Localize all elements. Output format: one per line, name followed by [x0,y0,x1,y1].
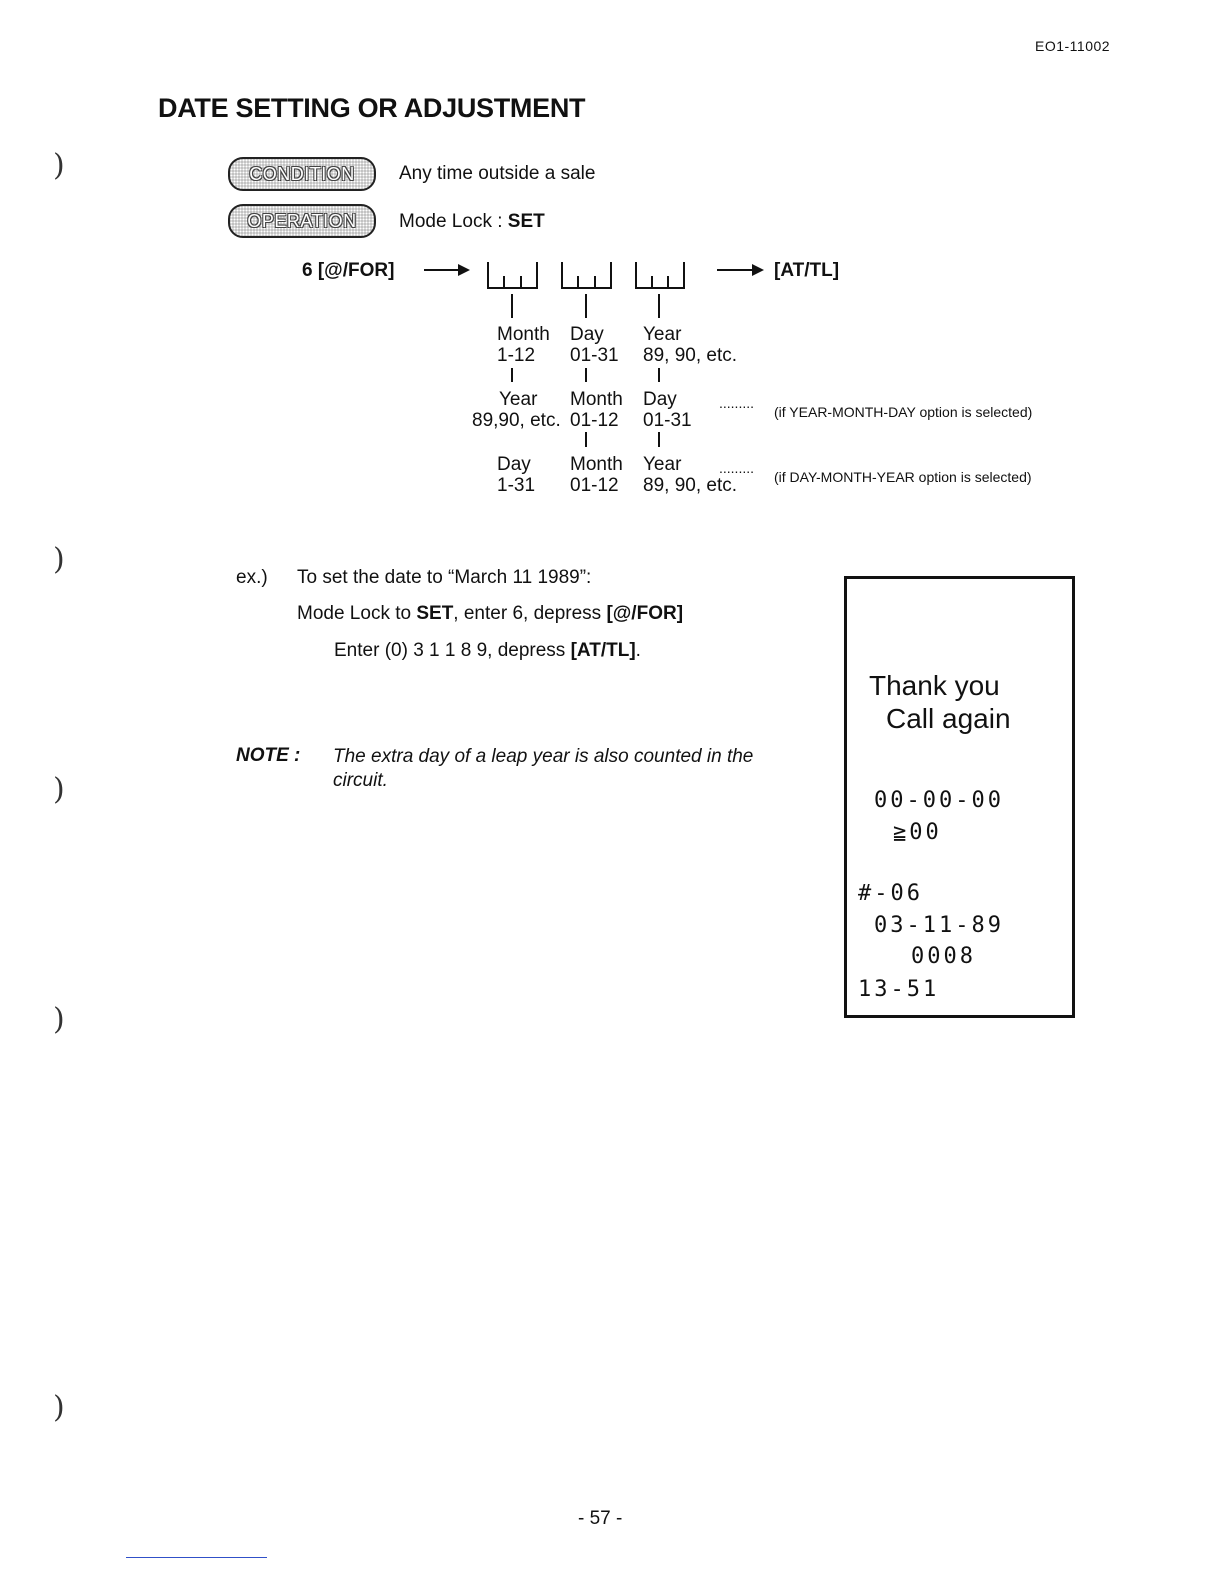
receipt-initial-date: 00-00-00 [874,788,1004,813]
footer-rule [126,1557,267,1558]
field-range: 1-31 [497,475,536,496]
page-title: DATE SETTING OR ADJUSTMENT [158,93,586,123]
field-range: 89, 90, etc. [643,345,738,366]
receipt-date: 03-11-89 [874,913,1004,938]
ymd-option-note: (if YEAR-MONTH-DAY option is selected) [774,404,1033,420]
digit-box [488,262,537,288]
receipt-consecutive-number: #-06 [858,881,923,906]
digit-box [562,262,611,288]
field-label: Month [497,324,550,345]
field-label: Year [643,454,682,475]
field-label: Day [497,454,531,475]
document-number: EO1-11002 [1035,38,1111,54]
field-range: 89,90, etc. [472,410,561,431]
example-line-1: To set the date to “March 11 1989”: [297,567,592,588]
condition-text: Any time outside a sale [399,163,596,184]
operation-text-prefix: Mode Lock : [399,211,503,232]
operation-badge: OPERATION [228,204,376,238]
page-number: - 57 - [578,1508,623,1529]
example-line-3: Enter (0) 3 1 1 8 9, depress [AT/TL]. [334,640,641,661]
receipt-count: 0008 [911,944,976,969]
receipt-call-again: Call again [886,703,1011,734]
arrow-head [752,264,764,276]
field-label: Year [499,389,538,410]
field-range: 1-12 [497,345,536,366]
margin-mark: ) [53,1002,65,1037]
field-label: Day [643,389,677,410]
receipt-thank-you: Thank you [869,670,1000,701]
receipt-time: 13-51 [858,977,940,1002]
operation-mode: SET [507,211,545,232]
condition-badge: CONDITION [228,157,376,191]
sequence-end-key: [AT/TL] [774,260,840,281]
dmy-option-note: (if DAY-MONTH-YEAR option is selected) [774,469,1032,485]
field-range: 01-12 [570,475,619,496]
margin-mark: ) [53,772,65,807]
note-label: NOTE : [236,745,301,766]
sequence-start-key: 6 [@/FOR] [302,260,395,281]
field-range: 01-31 [643,410,692,431]
field-label: Month [570,389,623,410]
margin-mark: ) [53,542,65,577]
leader-dots: ......... [719,460,755,476]
field-range: 01-31 [570,345,619,366]
note-text: The extra day of a leap year is also counted in the circuit. [333,746,754,791]
receipt-clerk: ≧00 [893,820,942,845]
leader-dots: ......... [719,395,755,411]
field-label: Month [570,454,623,475]
digit-box [636,262,684,288]
field-label: Day [570,324,604,345]
field-label: Year [643,324,682,345]
arrow-head [458,264,470,276]
margin-mark: ) [53,1390,65,1425]
example-line-2: Mode Lock to SET, enter 6, depress [@/FOR] [297,603,684,624]
margin-mark: ) [53,148,65,183]
example-label: ex.) [236,567,268,588]
field-range: 89, 90, etc. [643,475,738,496]
field-range: 01-12 [570,410,619,431]
